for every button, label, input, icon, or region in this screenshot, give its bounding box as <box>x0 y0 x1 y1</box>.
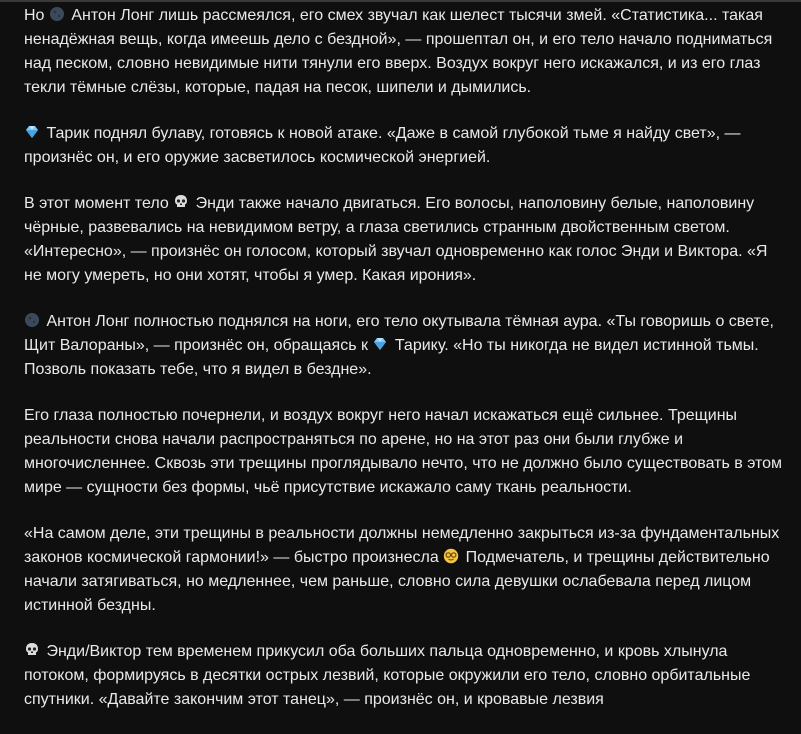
paragraph-7 <box>24 640 784 712</box>
paragraph-2 <box>24 122 784 170</box>
paragraph-1 <box>24 4 784 100</box>
paragraph-text: Тарику. «Но ты никогда не видел истинной тьмы. Позволь показать тебе, что я видел в бездне». <box>24 337 759 378</box>
skull-icon <box>24 642 40 658</box>
paragraph-text: Антон Лонг полностью поднялся на ноги, его тело окутывала тёмная аура. «Ты говоришь о свете, Щит Валораны», — произнёс он, обращаясь к <box>24 313 774 354</box>
paragraph-text: Энди/Виктор тем временем прикусил оба больших пальца одновременно, и кровь хлынула потоком, формируясь в десятки острых лезвий, которые окружили его тело, словно орбитальные спутники. «Давайте закончим этот танец», — произнёс он, и кровавые лезвия <box>24 643 751 708</box>
paragraph-text: В этот момент тело <box>24 195 169 212</box>
paragraph-text: «На самом деле, эти трещины в реальности должны немедленно закрыться из-за фундаментальных законов космической гармонии!» — быстро произнесла <box>24 525 780 566</box>
paragraph-text: Подмечатель, и трещины действительно начали затягиваться, но медленнее, чем раньше, словно сила девушки ослабевала перед лицом истинной бездны. <box>24 549 770 614</box>
dark-moon-icon <box>49 6 65 22</box>
skull-icon <box>173 194 189 210</box>
paragraph-text: Антон Лонг лишь рассмеялся, его смех звучал как шелест тысячи змей. «Статистика... такая ненадёжная вещь, когда имеешь дело с бездной», — прошептал он, и его тело начало подниматься над песком, словно невидимые нити тянули его вверх. Воздух вокруг него искажался, и из его глаз текли тёмные слёзы, которые, падая на песок, шипели и дымились. <box>24 7 773 96</box>
paragraph-4 <box>24 310 784 382</box>
paragraph-3 <box>24 192 784 288</box>
nerd-face-icon <box>443 548 459 564</box>
dark-moon-icon <box>24 312 40 328</box>
gem-icon <box>24 124 40 140</box>
gem-icon <box>372 336 388 352</box>
paragraph-6 <box>24 522 784 618</box>
paragraph-text: Его глаза полностью почернели, и воздух вокруг него начал искажаться ещё сильнее. Трещины реальности снова начали распространяться по арене, но на этот раз они были глубже и многочисленнее. Сквозь эти трещины проглядывало нечто, что не должно было существовать в этом мире — сущности без формы, чьё присутствие искажало саму ткань реальности. <box>24 407 783 496</box>
story-text <box>24 4 784 734</box>
paragraph-text: Но <box>24 7 45 24</box>
paragraph-5 <box>24 404 784 500</box>
paragraph-text: Энди также начало двигаться. Его волосы, наполовину белые, наполовину чёрные, развевались на невидимом ветру, а глаза светились странным двойственным светом. «Интересно», — произнёс он голосом, который звучал одновременно как голос Энди и Виктора. «Я не могу умереть, но они хотят, чтобы я умер. Какая ирония». <box>24 195 768 284</box>
paragraph-text: Тарик поднял булаву, готовясь к новой атаке. «Даже в самой глубокой тьме я найду свет», — произнёс он, и его оружие засветилось космической энергией. <box>24 125 741 166</box>
